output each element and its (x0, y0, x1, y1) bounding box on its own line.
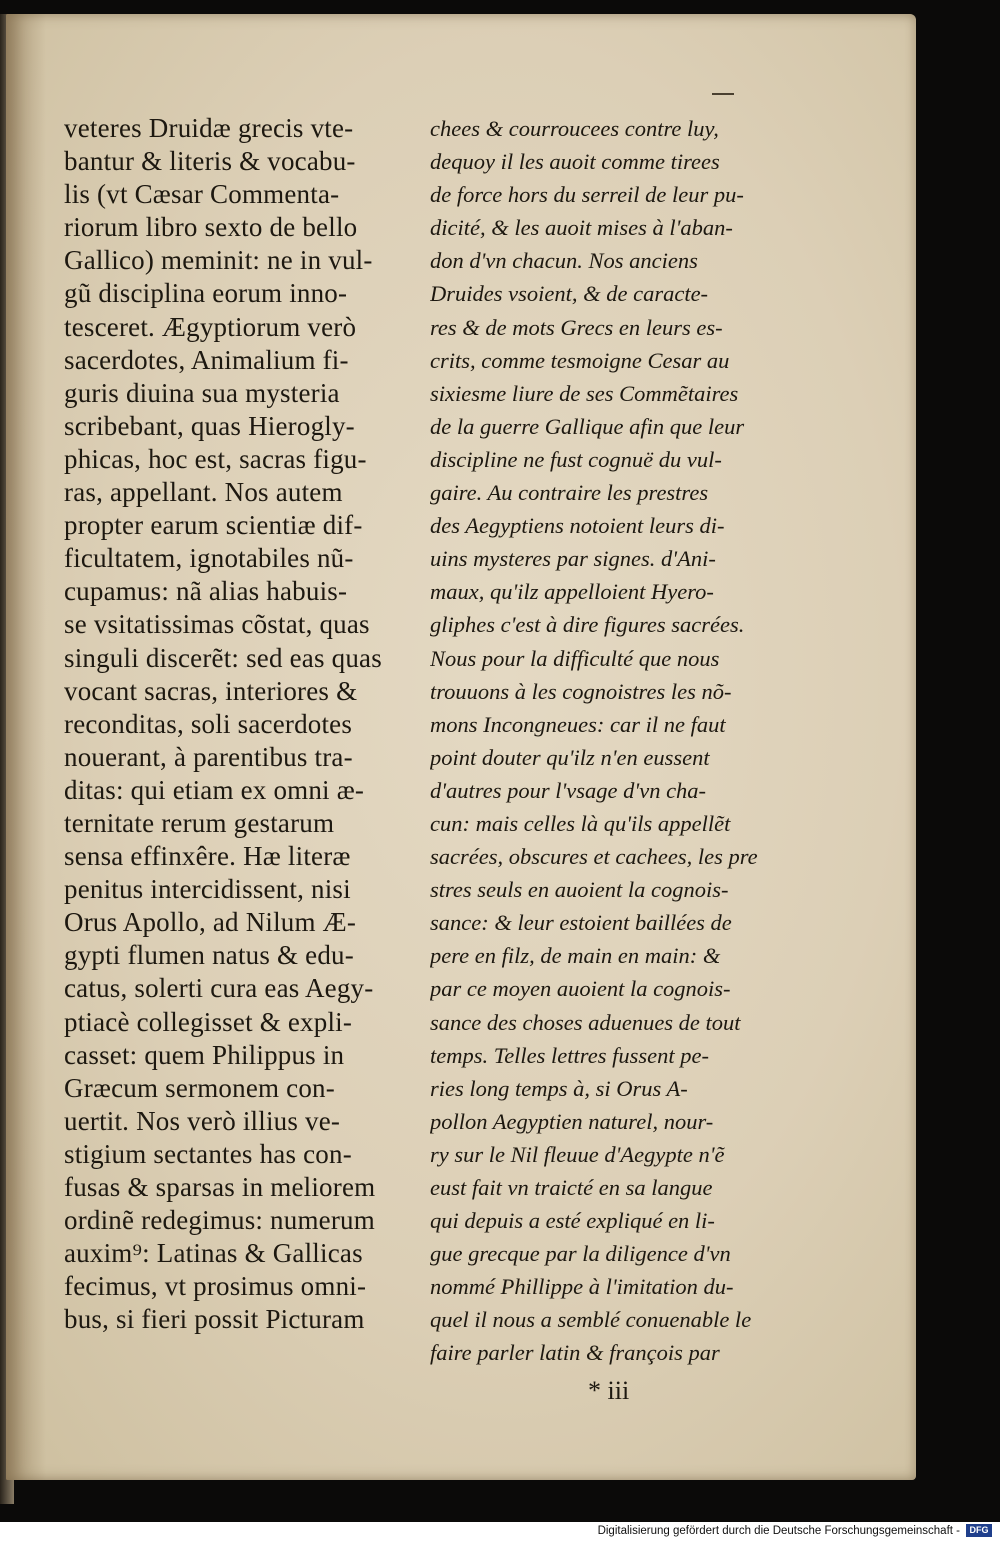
text-line: vocant sacras, interiores & (64, 675, 358, 706)
text-line: uertit. Nos verò illius ve- (64, 1105, 341, 1136)
text-line: de force hors du serreil de leur pu- (430, 182, 744, 208)
text-line: discipline ne fust cognuë du vul- (430, 446, 722, 472)
text-line: gue grecque par la diligence d'vn (430, 1241, 731, 1267)
text-line: singuli discerẽt: sed eas quas (64, 642, 382, 673)
text-line: bantur & literis & vocabu- (64, 146, 356, 177)
text-line: stres seuls en auoient la cognois- (430, 877, 729, 903)
text-line: ras, appellant. Nos autem (64, 477, 343, 508)
text-line: ditas: qui etiam ex omni æ- (64, 774, 365, 805)
text-line: faire parler latin & françois par (430, 1340, 720, 1366)
text-line: sance des choses aduenues de tout (430, 1009, 741, 1035)
page-fold-shadow (6, 14, 46, 1480)
text-line: quel il nous a semblé conuenable le (430, 1307, 752, 1333)
signature-mark: * iii (588, 1376, 630, 1405)
text-line: d'autres pour l'vsage d'vn cha- (430, 777, 707, 803)
text-line: temps. Telles lettres fussent pe- (430, 1042, 709, 1068)
text-line: gaire. Au contraire les prestres (430, 480, 709, 506)
text-line: fecimus, vt prosimus omni- (64, 1271, 367, 1302)
text-line: maux, qu'ilz appelloient Hyero- (430, 579, 714, 605)
text-line: Druides vsoient, & de caracte- (430, 281, 709, 307)
text-line: riorum libro sexto de bello (64, 212, 358, 243)
text-line: fusas & sparsas in meliorem (64, 1172, 376, 1202)
text-line: Nous pour la difficulté que nous (430, 645, 720, 671)
text-line: qui depuis a esté expliqué en li- (430, 1208, 715, 1234)
footer-credit: Digitalisierung gefördert durch die Deutsche Forschungsgemeinschaft - (597, 1525, 960, 1537)
text-line: gypti flumen natus & edu- (64, 940, 354, 971)
dfg-logo: DFG (966, 1524, 992, 1537)
text-line: sance: & leur estoient baillées de (430, 910, 732, 936)
text-line: chees & courroucees contre luy, (430, 116, 719, 141)
text-line: reconditas, soli sacerdotes (64, 708, 353, 739)
text-line: cupamus: nã alias habuis- (64, 576, 348, 607)
text-line: Græcum sermonem con- (64, 1072, 335, 1103)
text-line: propter earum scientiæ dif- (64, 510, 363, 541)
text-line: de la guerre Gallique afin que leur (430, 413, 745, 439)
text-line: guris diuina sua mysteria (64, 377, 340, 408)
text-line: res & de mots Grecs en leurs es- (430, 314, 723, 340)
text-line: ficultatem, ignotabiles nũ- (64, 543, 354, 574)
text-line: auxim⁹: Latinas & Gallicas (64, 1238, 363, 1269)
text-line: pollon Aegyptien naturel, nour- (430, 1108, 714, 1134)
text-line: gũ disciplina eorum inno- (64, 278, 348, 309)
text-line: tesceret. Ægyptiorum verò (64, 311, 357, 342)
text-line: Gallico) meminit: ne in vul- (64, 245, 373, 276)
text-line: eust fait vn traicté en sa langue (430, 1175, 713, 1200)
text-line: ternitate rerum gestarum (64, 807, 335, 838)
text-line: bus, si fieri possit Picturam (64, 1304, 365, 1335)
text-line: penitus intercidissent, nisi (64, 874, 351, 905)
text-line: dicité, & les auoit mises à l'aban- (430, 215, 733, 241)
text-line: lis (vt Cæsar Commenta- (64, 179, 340, 210)
text-line: sacrées, obscures et cachees, les pre (430, 844, 758, 870)
text-line: uins mysteres par signes. d'Ani- (430, 546, 716, 572)
text-line: nommé Phillippe à l'imitation du- (430, 1274, 734, 1300)
french-text-column (430, 112, 792, 1370)
text-line: point douter qu'ilz n'en eussent (430, 744, 710, 770)
text-line: mons Incongneues: car il ne faut (430, 711, 726, 737)
text-line: ptiacè collegisset & expli- (64, 1006, 353, 1037)
digitization-footer (0, 1522, 1000, 1541)
text-line: crits, comme tesmoigne Cesar au (430, 347, 730, 373)
text-line: casset: quem Philippus in (64, 1039, 345, 1070)
text-line: sixiesme liure de ses Commẽtaires (430, 380, 739, 406)
text-line: trouuons à les cognoistres les nõ- (430, 678, 732, 704)
text-line: stigium sectantes has con- (64, 1138, 352, 1169)
header-mark (712, 93, 734, 95)
text-line: gliphes c'est à dire figures sacrées. (430, 612, 745, 638)
text-line: don d'vn chacun. Nos anciens (430, 248, 698, 274)
text-line: cun: mais celles là qu'ils appellẽt (430, 810, 731, 836)
text-line: Orus Apollo, ad Nilum Æ- (64, 907, 357, 938)
text-line: des Aegyptiens notoient leurs di- (430, 513, 725, 539)
text-line: sensa effinxêre. Hæ literæ (64, 841, 351, 872)
text-line: par ce moyen auoient la cognois- (430, 976, 731, 1002)
latin-text-column (64, 112, 412, 1336)
text-line: sacerdotes, Animalium fi- (64, 344, 349, 375)
text-line: dequoy il les auoit comme tirees (430, 149, 720, 175)
text-line: ries long temps à, si Orus A- (430, 1075, 688, 1101)
text-line: scribebant, quas Hierogly- (64, 410, 355, 441)
text-line: se vsitatissimas cõstat, quas (64, 609, 370, 640)
text-line: veteres Druidæ grecis vte- (64, 113, 354, 143)
text-line: catus, solerti cura eas Aegy- (64, 973, 374, 1004)
text-line: pere en filz, de main en main: & (430, 943, 721, 969)
text-line: nouerant, à parentibus tra- (64, 741, 353, 772)
text-line: ry sur le Nil fleuue d'Aegypte n'ẽ (430, 1141, 725, 1167)
text-line: phicas, hoc est, sacras figu- (64, 443, 367, 474)
text-line: ordinẽ redegimus: numerum (64, 1205, 375, 1236)
